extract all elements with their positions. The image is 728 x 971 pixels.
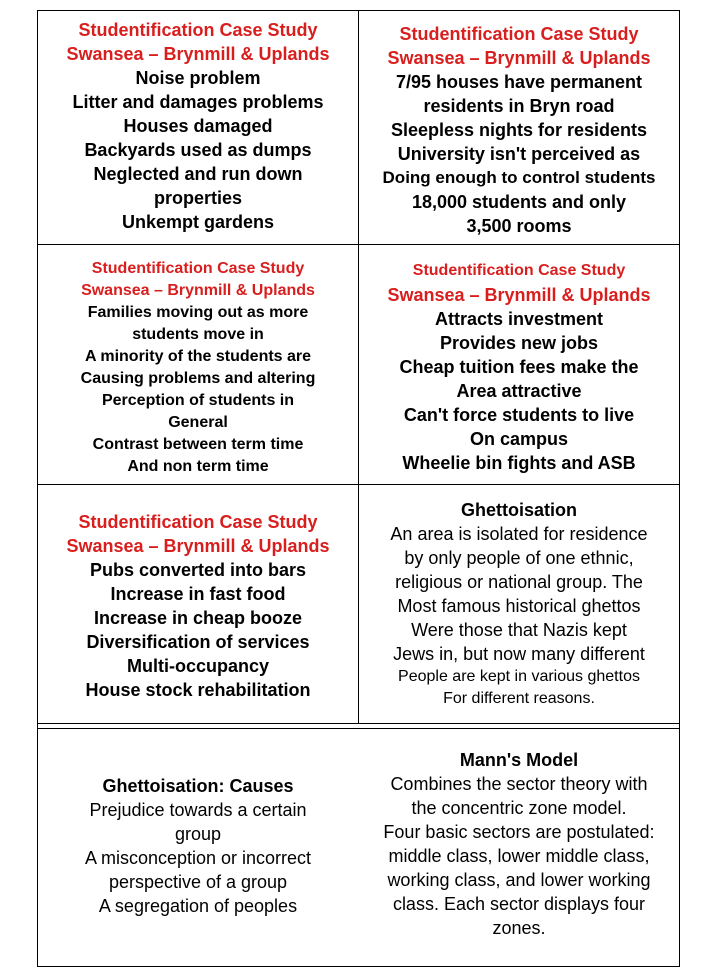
card-line: Multi-occupancy xyxy=(126,656,269,676)
card-line: Attracts investment xyxy=(434,309,604,329)
card-ghettoisation xyxy=(359,498,679,710)
card-studentification-residents xyxy=(359,22,679,238)
card-line: Contrast between term time xyxy=(92,436,304,453)
card-line: A misconception or incorrect xyxy=(84,848,312,868)
card-subtitle: Swansea – Brynmill & Uplands xyxy=(66,536,330,556)
card-line: by only people of one ethnic, xyxy=(404,548,634,568)
card-manns-model xyxy=(359,748,679,940)
card-border xyxy=(37,723,680,724)
card-line: students move in xyxy=(132,326,264,343)
card-line: Diversification of services xyxy=(86,632,310,652)
card-line: An area is isolated for residence xyxy=(390,524,648,544)
card-line: Sleepless nights for residents xyxy=(390,120,648,140)
card-line: 3,500 rooms xyxy=(466,216,572,236)
card-line: And non term time xyxy=(127,458,269,475)
card-line: residents in Bryn road xyxy=(423,96,615,116)
card-border xyxy=(679,10,680,966)
card-line: Area attractive xyxy=(456,381,582,401)
card-subtitle: Swansea – Brynmill & Uplands xyxy=(66,44,330,64)
card-subtitle: Swansea – Brynmill & Uplands xyxy=(387,48,651,68)
card-studentification-changes xyxy=(38,510,358,702)
card-line: House stock rehabilitation xyxy=(85,680,311,700)
card-subtitle: Swansea – Brynmill & Uplands xyxy=(387,285,651,305)
card-line: Most famous historical ghettos xyxy=(397,596,641,616)
card-line: properties xyxy=(153,188,243,208)
card-line: University isn't perceived as xyxy=(397,144,641,164)
card-line: A minority of the students are xyxy=(84,348,312,365)
card-line: class. Each sector displays four xyxy=(392,894,646,914)
card-line: Prejudice towards a certain xyxy=(89,800,307,820)
card-line: Neglected and run down xyxy=(93,164,303,184)
card-studentification-problems xyxy=(38,18,358,234)
card-line: working class, and lower working xyxy=(387,870,651,890)
card-line: religious or national group. The xyxy=(395,572,643,592)
card-line: 18,000 students and only xyxy=(411,192,627,212)
card-line: Wheelie bin fights and ASB xyxy=(402,453,636,473)
card-line: Litter and damages problems xyxy=(72,92,324,112)
card-line: Jews in, but now many different xyxy=(393,644,645,664)
card-subtitle: Swansea – Brynmill & Uplands xyxy=(81,282,315,299)
card-line: the concentric zone model. xyxy=(411,798,627,818)
card-line: Provides new jobs xyxy=(439,333,599,353)
card-line: For different reasons. xyxy=(443,690,595,707)
card-ghettoisation-causes xyxy=(38,774,358,918)
card-title: Ghettoisation: Causes xyxy=(102,776,294,796)
card-line: Backyards used as dumps xyxy=(84,140,312,160)
card-line: Were those that Nazis kept xyxy=(411,620,627,640)
card-line: group xyxy=(174,824,222,844)
card-line: Pubs converted into bars xyxy=(89,560,307,580)
card-border xyxy=(37,966,680,967)
card-line: Noise problem xyxy=(135,68,261,88)
card-line: Houses damaged xyxy=(123,116,273,136)
card-line: Can't force students to live xyxy=(403,405,635,425)
card-title: Studentification Case Study xyxy=(412,262,626,279)
card-line: Families moving out as more xyxy=(87,304,309,321)
card-line: Increase in cheap booze xyxy=(93,608,303,628)
card-line: People are kept in various ghettos xyxy=(398,668,640,685)
card-line: zones. xyxy=(492,918,546,938)
card-title: Mann's Model xyxy=(459,750,579,770)
card-studentification-benefits xyxy=(359,259,679,475)
card-line: On campus xyxy=(469,429,569,449)
card-line: Doing enough to control students xyxy=(382,168,656,187)
card-line: Causing problems and altering xyxy=(80,370,316,387)
card-line: Increase in fast food xyxy=(110,584,286,604)
card-line: Cheap tuition fees make the xyxy=(399,357,639,377)
card-line: Perception of students in xyxy=(101,392,294,409)
card-line: perspective of a group xyxy=(108,872,288,892)
card-studentification-families xyxy=(38,258,358,478)
card-line: middle class, lower middle class, xyxy=(388,846,650,866)
card-title: Studentification Case Study xyxy=(78,512,318,532)
card-line: Four basic sectors are postulated: xyxy=(383,822,655,842)
card-line: A segregation of peoples xyxy=(98,896,298,916)
card-title: Ghettoisation xyxy=(461,500,577,520)
card-border xyxy=(37,728,680,729)
card-line: Unkempt gardens xyxy=(121,212,275,232)
card-line: General xyxy=(168,414,228,431)
card-line: 7/95 houses have permanent xyxy=(395,72,643,92)
card-title: Studentification Case Study xyxy=(399,24,639,44)
card-title: Studentification Case Study xyxy=(78,20,318,40)
card-title: Studentification Case Study xyxy=(91,260,305,277)
card-line: Combines the sector theory with xyxy=(390,774,648,794)
